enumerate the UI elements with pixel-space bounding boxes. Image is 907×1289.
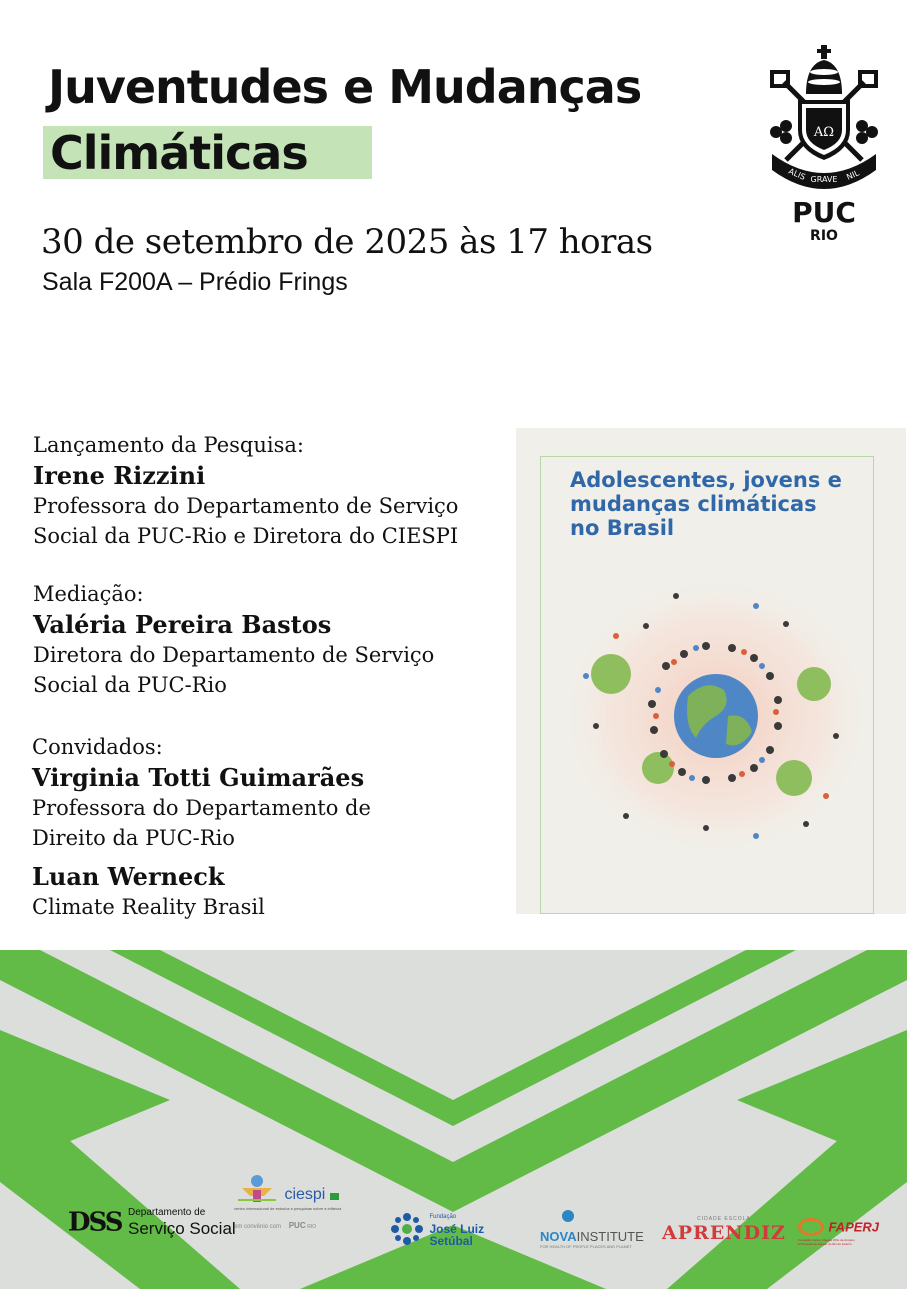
nova-rest: INSTITUTE [576,1229,644,1244]
puc-rio-logo [762,42,886,247]
logo-name: PUC [792,196,856,229]
mediator-desc-line2: Social da PUC-Rio [33,673,227,697]
faperj-swirl-icon [798,1218,824,1236]
guests-label: Convidados: [32,735,163,759]
faperj-logo [798,1218,879,1246]
shield-letters: AΩ [813,125,835,140]
ciespi-partner [234,1221,354,1230]
nova-globe-icon [540,1209,644,1227]
guest2-desc: Climate Reality Brasil [32,895,265,919]
launch-section [33,431,458,551]
dss-line1: Departamento de [127,1207,206,1218]
faperj-name: FAPERJ [828,1219,880,1235]
dss-mark: DSS [68,1207,122,1238]
aprendiz-name: APRENDIZ [662,1222,786,1244]
nova-institute-logo [540,1209,644,1249]
ciespi-logo [234,1174,354,1230]
guest2-name: Luan Werneck [32,862,225,891]
book-cover [516,428,906,914]
event-title-line2: Climáticas [50,126,308,180]
fjls-small: Fundação [429,1214,457,1220]
mediation-label: Mediação: [33,582,144,606]
brazil-flag-icon [330,1193,339,1200]
book-title-line2: mudanças climáticas [570,492,817,516]
faperj-sub2: à Pesquisa do Estado do Rio de Janeiro [798,1242,852,1247]
ciespi-figure-icon [234,1174,280,1204]
ciespi-partner-rio: RIO [307,1224,317,1230]
logo-sub: RIO [810,228,838,244]
dss-logo [68,1207,236,1238]
guest1-desc-line1: Professora do Departamento de [32,796,371,820]
guest1-name: Virginia Totti Guimarães [32,763,365,792]
dss-line2: Serviço Social [127,1219,236,1238]
globe-illustration [556,566,876,866]
book-title-line1: Adolescentes, jovens e [570,468,842,492]
launch-label: Lançamento da Pesquisa: [33,433,304,457]
faperj-sub1: Fundação Carlos Chagas Filho de Amparo [798,1238,855,1243]
fjls-line1: José Luiz [429,1222,485,1236]
launch-speaker-desc-line1: Professora do Departamento de Serviço [33,494,459,518]
nova-tagline: FOR HEALTH OF PEOPLE PLACES AND PLANET [540,1244,632,1249]
launch-speaker-name: Irene Rizzini [33,461,206,490]
aprendiz-logo [662,1216,786,1244]
ciespi-partner-puc: PUC [288,1221,306,1230]
aprendiz-small: CIDADE ESCOLA [697,1216,751,1222]
mediator-name: Valéria Pereira Bastos [33,610,332,639]
launch-speaker-desc-line2: Social da PUC-Rio e Diretora do CIESPI [33,524,459,548]
event-title-line1: Juventudes e Mudanças [48,60,642,114]
guest1-desc-line2: Direito da PUC-Rio [32,826,235,850]
motto-right: NIL [845,168,861,182]
motto-left: ALIS [787,166,807,182]
fjls-line2: Setúbal [429,1234,473,1248]
mediator-desc-line1: Diretora do Departamento de Serviço [33,643,435,667]
fjls-logo [389,1211,484,1247]
fjls-flower-icon [389,1211,425,1247]
nova-bold: NOVA [540,1229,577,1244]
mediation-section [33,580,434,700]
ciespi-subtitle: centro internacional de estudos e pesquisas sobre a infância [234,1206,342,1211]
event-date: 30 de setembro de 2025 às 17 horas [41,222,653,262]
book-title [570,468,870,540]
motto-center: GRAVE [810,175,838,184]
event-venue: Sala F200A – Prédio Frings [42,268,348,296]
ciespi-name: ciespi [284,1186,326,1203]
ciespi-partner-text: em convênio com [234,1224,282,1230]
guests-section [32,733,371,922]
book-title-line3: no Brasil [570,516,675,540]
